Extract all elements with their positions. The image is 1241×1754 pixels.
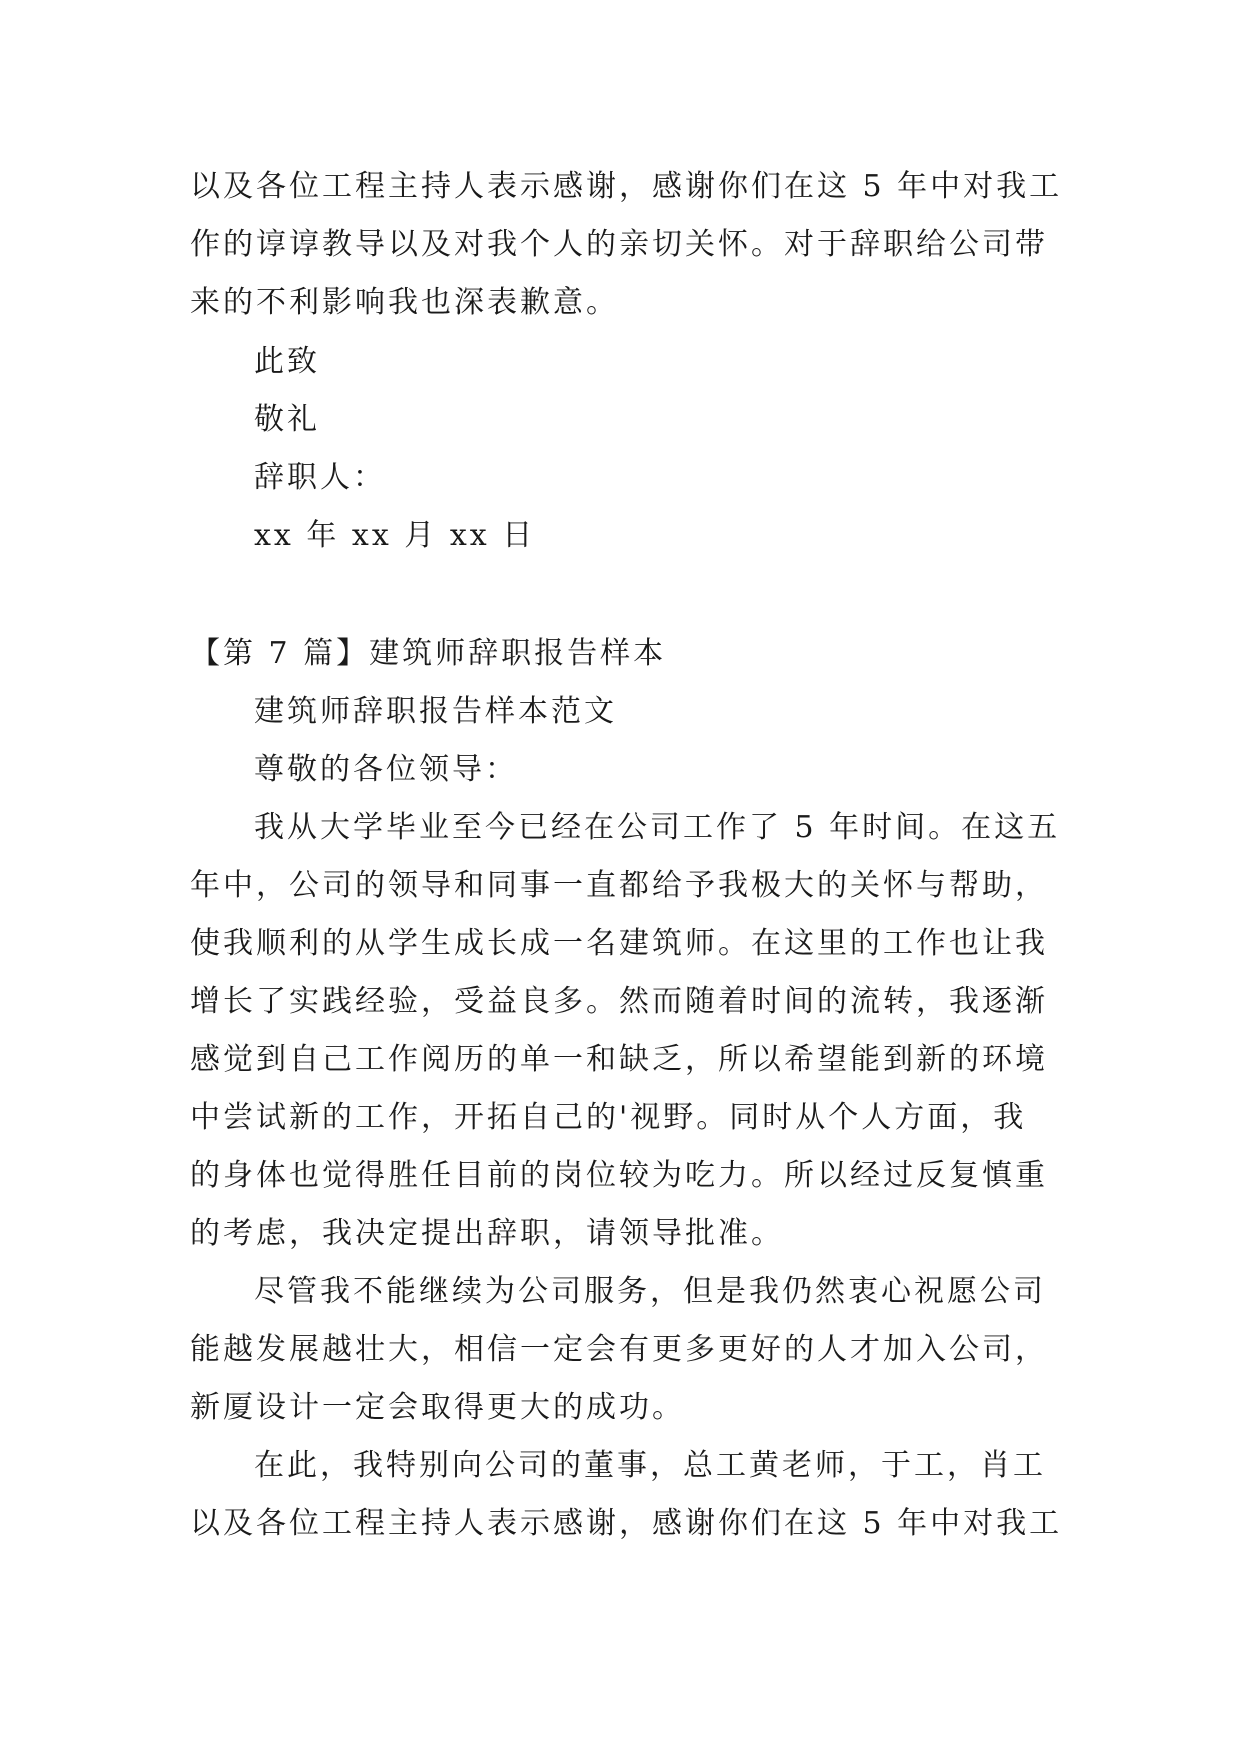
paragraph-line: 新厦设计一定会取得更大的成功。 [190,1390,685,1425]
article-section [190,625,1063,1553]
paragraph-line: 使我顺利的从学生成长成一名建筑师。在这里的工作也让我 [190,926,1048,961]
paragraph-line: 感觉到自己工作阅历的单一和缺乏，所以希望能到新的环境 [190,1042,1048,1077]
paragraph-line: 我从大学毕业至今已经在公司工作了 5 年时间。在这五 [254,810,1061,845]
paragraph-line: 来的不利影响我也深表歉意。 [190,285,619,320]
paragraph-line: 增长了实践经验，受益良多。然而随着时间的流转，我逐渐 [190,984,1048,1019]
article-heading: 【第 7 篇】建筑师辞职报告样本 [190,636,667,671]
letter-closing [190,333,1050,565]
closing-salutation-2: 敬礼 [254,402,320,437]
paragraph-line: 在此，我特别向公司的董事，总工黄老师，于工，肖工 [254,1448,1046,1483]
paragraph-line: 能越发展越壮大，相信一定会有更多更好的人才加入公司， [190,1332,1048,1367]
article-subtitle: 建筑师辞职报告样本范文 [254,694,617,729]
continuation-paragraph [190,158,1063,332]
paragraph-line: 作的谆谆教导以及对我个人的亲切关怀。对于辞职给公司带 [190,227,1048,262]
paragraph-line: 以及各位工程主持人表示感谢，感谢你们在这 5 年中对我工 [190,1506,1063,1541]
paragraph-line: 以及各位工程主持人表示感谢，感谢你们在这 5 年中对我工 [190,169,1063,204]
paragraph-line: 年中，公司的领导和同事一直都给予我极大的关怀与帮助， [190,868,1048,903]
paragraph-line: 的身体也觉得胜任目前的岗位较为吃力。所以经过反复慎重 [190,1158,1048,1193]
closing-salutation-1: 此致 [254,344,320,379]
paragraph-line: 尽管我不能继续为公司服务，但是我仍然衷心祝愿公司 [254,1274,1046,1309]
paragraph-line: 中尝试新的工作，开拓自己的'视野。同时从个人方面，我 [190,1100,1027,1135]
letter-greeting: 尊敬的各位领导： [254,752,518,787]
signature-date: xx 年 xx 月 xx 日 [254,518,536,553]
signer-label: 辞职人： [254,460,386,495]
paragraph-line: 的考虑，我决定提出辞职，请领导批准。 [190,1216,784,1251]
